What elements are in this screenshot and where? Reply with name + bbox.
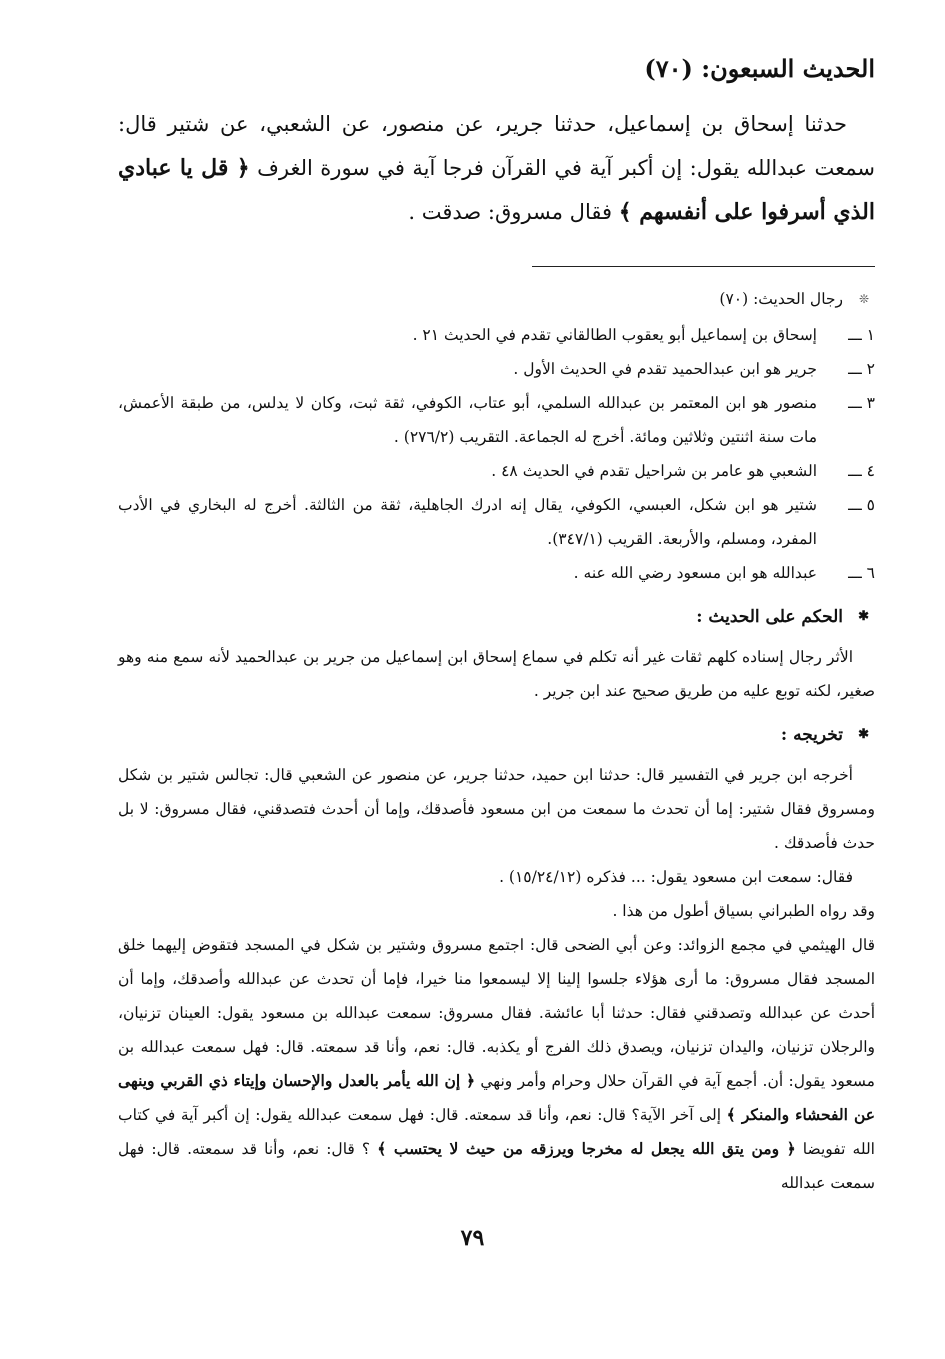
narrators-title xyxy=(118,282,875,316)
item-text: شتير هو ابن شكل، العبسي، الكوفي، يقال إنه ادرك الجاهلية، ثقة من الثالثة. أخرج له البخاري في الأدب المفرد، ومسلم، والأربعة. القريب (٣٤٧/١). xyxy=(118,496,817,548)
hadith-text xyxy=(118,102,875,234)
quran-verse: ﴿ قل يا عبادي الذي أسرفوا على أنفسهم ﴾ xyxy=(118,155,875,225)
item-number: ٤ ـــ xyxy=(848,462,875,480)
list-item xyxy=(118,556,875,590)
list-item xyxy=(118,488,875,556)
hadith-heading: الحديث السبعون: (٧٠) xyxy=(644,54,875,83)
ruling-title-text: الحكم على الحديث : xyxy=(696,607,843,627)
quran-verse-2: ﴿ إن الله يأمر بالعدل والإحسان وإيتاء ذي القربي وينهى عن الفحشاء والمنكر ﴾ xyxy=(118,1071,875,1124)
item-number: ٣ ـــ xyxy=(848,394,875,412)
list-item xyxy=(118,386,875,454)
item-number: ٢ ـــ xyxy=(848,360,875,378)
list-item xyxy=(118,318,875,352)
ruling-text: الأثر رجال إسناده كلهم ثقات غير أنه تكلم في سماع إسحاق ابن إسماعيل من جرير بن عبدالحميد لأنه سمع منه وهو صغير، لكنه توبع عليه من طريق صحيح عند ابن جرير . xyxy=(118,648,875,700)
star-icon: ❊ xyxy=(858,292,869,306)
book-page xyxy=(118,52,876,1192)
narrators-title-text: رجال الحديث: (٧٠) xyxy=(719,290,843,308)
quran-verse-3: ﴿ ومن يتق الله يجعل له مخرجا ويرزقه من حيث لا يحتسب ﴾ xyxy=(377,1139,796,1158)
footnote-divider xyxy=(532,266,875,267)
item-text: جرير هو ابن عبدالحميد تقدم في الحديث الأول . xyxy=(513,360,817,378)
takhrij-paragraph-1: أخرجه ابن جرير في التفسير قال: حدثنا ابن حميد، حدثنا جرير، عن منصور عن الشعبي قال: تجالس شتير بن شكل ومسروق فقال شتير: إما أن تحدث ما سمعت من ابن مسعود فأصدقك، وإما أن أحدث فتصدقني، فقال مسروق: لا بل حدث فأصدقك . xyxy=(118,766,875,852)
takhrij-paragraph-3: وقد رواه الطبراني بسياق أطول من هذا . xyxy=(612,902,875,920)
item-text: إسحاق بن إسماعيل أبو يعقوب الطالقاني تقدم في الحديث ٢١ . xyxy=(412,326,817,344)
ruling-title xyxy=(118,600,875,634)
item-number: ٥ ـــ xyxy=(848,496,875,514)
takhrij-p4-text-c: إلى آخر الآية؟ قال: نعم، وأنا قد سمعته. قال: فهل سمعت عبدالله يقول: إن أكبر آية في كتاب الله تفويضا xyxy=(118,1106,875,1158)
asterisk-icon: ✱ xyxy=(858,727,869,742)
list-item xyxy=(118,352,875,386)
item-text: عبدالله هو ابن مسعود رضي الله عنه . xyxy=(573,564,817,582)
takhrij-title xyxy=(118,718,875,752)
takhrij-paragraph-2: فقال: سمعت ابن مسعود يقول: ... فذكره (١٥/٢٤/١٢) . xyxy=(499,868,853,886)
item-number: ٦ ـــ xyxy=(848,564,875,582)
asterisk-icon: ✱ xyxy=(858,609,869,624)
item-text: الشعبي هو عامر بن شراحيل تقدم في الحديث ٤٨ . xyxy=(491,462,817,480)
takhrij-title-text: تخريجه : xyxy=(780,725,843,745)
page-number: ٧٩ xyxy=(460,1225,485,1251)
ruling-section xyxy=(118,600,875,708)
footnotes xyxy=(118,282,875,1200)
hadith-text-part2: فقال مسروق: صدقت . xyxy=(408,200,619,224)
takhrij-section xyxy=(118,718,875,1200)
takhrij-p4-text-e: ؟ قال: نعم، وأنا قد سمعته. قال: فهل سمعت عبدالله xyxy=(118,1140,875,1192)
takhrij-paragraph-4 xyxy=(118,928,875,1200)
item-number: ١ ـــ xyxy=(848,326,875,344)
item-text: منصور هو ابن المعتمر بن عبدالله السلمي، أبو عتاب، الكوفي، ثقة ثبت، وكان لا يدلس، من طبقة الأعمش، مات سنة اثنتين وثلاثين ومائة. أخرج له الجماعة. التقريب (٢٧٦/٢) . xyxy=(118,394,817,446)
takhrij-p4-text-a: قال الهيثمي في مجمع الزوائد: وعن أبي الضحى قال: اجتمع مسروق وشتير بن شكل في المسجد فتقوض إليهما خلق المسجد فقال مسروق: ما أرى هؤلاء جلسوا إلينا إلا ليسمعوا منا خيرا، فإما أن تحدث عن عبدالله وأصدقك، وإما أن أحدث عن عبدالله وتصدقني فقال: حدثنا أبا عائشة. فقال مسروق: سمعت عبدالله بن مسعود يقول: العينان تزنيان، والرجلان تزنيان، واليدان تزنيان، ويصدق ذلك الفرج أو يكذبه. قال: نعم، وأنا قد سمعته. قال: فهل سمعت عبدالله بن مسعود يقول: أن. أجمع آية في القرآن حلال وحرام وأمر ونهي xyxy=(118,936,875,1090)
hadith-text-part1: حدثنا إسحاق بن إسماعيل، حدثنا جرير، عن منصور، عن الشعبي، عن شتير قال: سمعت عبدالله يقول: إن أكبر آية في القرآن فرجا آية في سورة الغرف xyxy=(118,112,876,180)
list-item xyxy=(118,454,875,488)
narrators-list xyxy=(118,318,875,590)
